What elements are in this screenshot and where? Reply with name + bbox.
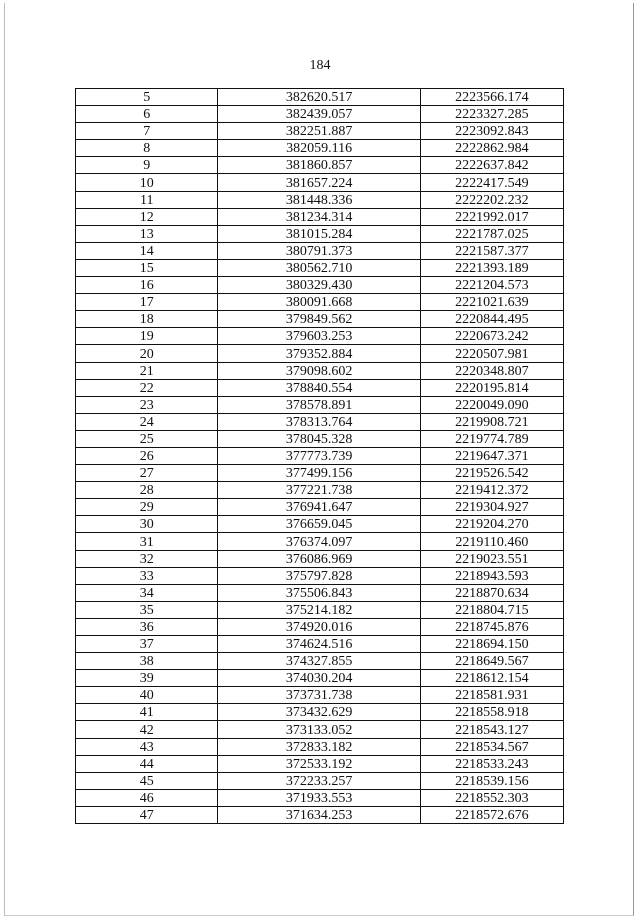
- x-coordinate-cell: 380791.373: [218, 242, 420, 259]
- x-coordinate-cell: 377221.738: [218, 482, 420, 499]
- y-coordinate-cell: 2222202.232: [420, 191, 563, 208]
- point-number-cell: 23: [76, 396, 218, 413]
- table-row: [76, 106, 564, 123]
- table-row: [76, 755, 564, 772]
- x-coordinate-cell: 373133.052: [218, 721, 420, 738]
- coordinates-table-body: [76, 89, 564, 824]
- table-row: [76, 328, 564, 345]
- x-coordinate-cell: 380562.710: [218, 259, 420, 276]
- y-coordinate-cell: 2223092.843: [420, 123, 563, 140]
- y-coordinate-cell: 2221587.377: [420, 242, 563, 259]
- table-row: [76, 670, 564, 687]
- y-coordinate-cell: 2218649.567: [420, 653, 563, 670]
- y-coordinate-cell: 2219908.721: [420, 413, 563, 430]
- y-coordinate-cell: 2219023.551: [420, 550, 563, 567]
- y-coordinate-cell: 2218558.918: [420, 704, 563, 721]
- y-coordinate-cell: 2219204.270: [420, 516, 563, 533]
- point-number-cell: 7: [76, 123, 218, 140]
- point-number-cell: 37: [76, 636, 218, 653]
- x-coordinate-cell: 375797.828: [218, 567, 420, 584]
- table-row: [76, 465, 564, 482]
- x-coordinate-cell: 371933.553: [218, 789, 420, 806]
- table-row: [76, 482, 564, 499]
- x-coordinate-cell: 374327.855: [218, 653, 420, 670]
- point-number-cell: 30: [76, 516, 218, 533]
- x-coordinate-cell: 381234.314: [218, 208, 420, 225]
- table-row: [76, 447, 564, 464]
- table-row: [76, 174, 564, 191]
- y-coordinate-cell: 2218943.593: [420, 567, 563, 584]
- y-coordinate-cell: 2218804.715: [420, 601, 563, 618]
- y-coordinate-cell: 2220195.814: [420, 379, 563, 396]
- y-coordinate-cell: 2218539.156: [420, 772, 563, 789]
- point-number-cell: 12: [76, 208, 218, 225]
- table-row: [76, 208, 564, 225]
- y-coordinate-cell: 2219110.460: [420, 533, 563, 550]
- table-row: [76, 567, 564, 584]
- x-coordinate-cell: 378578.891: [218, 396, 420, 413]
- x-coordinate-cell: 377499.156: [218, 465, 420, 482]
- x-coordinate-cell: 377773.739: [218, 447, 420, 464]
- point-number-cell: 9: [76, 157, 218, 174]
- y-coordinate-cell: 2218534.567: [420, 738, 563, 755]
- point-number-cell: 34: [76, 584, 218, 601]
- y-coordinate-cell: 2219774.789: [420, 430, 563, 447]
- point-number-cell: 43: [76, 738, 218, 755]
- table-row: [76, 499, 564, 516]
- y-coordinate-cell: 2221787.025: [420, 225, 563, 242]
- point-number-cell: 24: [76, 413, 218, 430]
- point-number-cell: 27: [76, 465, 218, 482]
- x-coordinate-cell: 378840.554: [218, 379, 420, 396]
- y-coordinate-cell: 2218572.676: [420, 806, 563, 823]
- x-coordinate-cell: 371634.253: [218, 806, 420, 823]
- point-number-cell: 29: [76, 499, 218, 516]
- table-row: [76, 738, 564, 755]
- table-row: [76, 345, 564, 362]
- point-number-cell: 20: [76, 345, 218, 362]
- y-coordinate-cell: 2220507.981: [420, 345, 563, 362]
- table-row: [76, 430, 564, 447]
- point-number-cell: 19: [76, 328, 218, 345]
- table-row: [76, 721, 564, 738]
- point-number-cell: 36: [76, 618, 218, 635]
- point-number-cell: 38: [76, 653, 218, 670]
- x-coordinate-cell: 374030.204: [218, 670, 420, 687]
- point-number-cell: 33: [76, 567, 218, 584]
- table-row: [76, 601, 564, 618]
- y-coordinate-cell: 2222862.984: [420, 140, 563, 157]
- y-coordinate-cell: 2219526.542: [420, 465, 563, 482]
- x-coordinate-cell: 372233.257: [218, 772, 420, 789]
- y-coordinate-cell: 2218870.634: [420, 584, 563, 601]
- table-row: [76, 636, 564, 653]
- x-coordinate-cell: 373432.629: [218, 704, 420, 721]
- point-number-cell: 18: [76, 311, 218, 328]
- point-number-cell: 45: [76, 772, 218, 789]
- y-coordinate-cell: 2221393.189: [420, 259, 563, 276]
- table-row: [76, 294, 564, 311]
- table-row: [76, 550, 564, 567]
- table-row: [76, 533, 564, 550]
- coordinates-table: [75, 88, 564, 824]
- table-row: [76, 584, 564, 601]
- table-row: [76, 806, 564, 823]
- x-coordinate-cell: 372833.182: [218, 738, 420, 755]
- y-coordinate-cell: 2220673.242: [420, 328, 563, 345]
- x-coordinate-cell: 379849.562: [218, 311, 420, 328]
- point-number-cell: 25: [76, 430, 218, 447]
- y-coordinate-cell: 2221021.639: [420, 294, 563, 311]
- table-row: [76, 89, 564, 106]
- table-row: [76, 379, 564, 396]
- point-number-cell: 14: [76, 242, 218, 259]
- table-row: [76, 259, 564, 276]
- x-coordinate-cell: 381448.336: [218, 191, 420, 208]
- x-coordinate-cell: 380329.430: [218, 277, 420, 294]
- point-number-cell: 5: [76, 89, 218, 106]
- x-coordinate-cell: 376086.969: [218, 550, 420, 567]
- table-row: [76, 618, 564, 635]
- x-coordinate-cell: 376941.647: [218, 499, 420, 516]
- y-coordinate-cell: 2218552.303: [420, 789, 563, 806]
- x-coordinate-cell: 379603.253: [218, 328, 420, 345]
- y-coordinate-cell: 2218694.150: [420, 636, 563, 653]
- table-row: [76, 516, 564, 533]
- x-coordinate-cell: 381860.857: [218, 157, 420, 174]
- y-coordinate-cell: 2219412.372: [420, 482, 563, 499]
- y-coordinate-cell: 2220844.495: [420, 311, 563, 328]
- table-row: [76, 687, 564, 704]
- point-number-cell: 35: [76, 601, 218, 618]
- x-coordinate-cell: 374624.516: [218, 636, 420, 653]
- point-number-cell: 28: [76, 482, 218, 499]
- table-row: [76, 191, 564, 208]
- table-row: [76, 772, 564, 789]
- x-coordinate-cell: 379352.884: [218, 345, 420, 362]
- point-number-cell: 17: [76, 294, 218, 311]
- point-number-cell: 15: [76, 259, 218, 276]
- table-row: [76, 225, 564, 242]
- y-coordinate-cell: 2222637.842: [420, 157, 563, 174]
- y-coordinate-cell: 2222417.549: [420, 174, 563, 191]
- x-coordinate-cell: 382059.116: [218, 140, 420, 157]
- point-number-cell: 31: [76, 533, 218, 550]
- point-number-cell: 42: [76, 721, 218, 738]
- y-coordinate-cell: 2221204.573: [420, 277, 563, 294]
- table-row: [76, 362, 564, 379]
- x-coordinate-cell: 376374.097: [218, 533, 420, 550]
- point-number-cell: 40: [76, 687, 218, 704]
- table-row: [76, 413, 564, 430]
- point-number-cell: 44: [76, 755, 218, 772]
- x-coordinate-cell: 375506.843: [218, 584, 420, 601]
- point-number-cell: 6: [76, 106, 218, 123]
- point-number-cell: 47: [76, 806, 218, 823]
- page-number: 184: [309, 58, 331, 73]
- table-row: [76, 140, 564, 157]
- x-coordinate-cell: 375214.182: [218, 601, 420, 618]
- point-number-cell: 8: [76, 140, 218, 157]
- y-coordinate-cell: 2220049.090: [420, 396, 563, 413]
- x-coordinate-cell: 372533.192: [218, 755, 420, 772]
- point-number-cell: 46: [76, 789, 218, 806]
- y-coordinate-cell: 2218612.154: [420, 670, 563, 687]
- x-coordinate-cell: 378045.328: [218, 430, 420, 447]
- point-number-cell: 16: [76, 277, 218, 294]
- table-row: [76, 789, 564, 806]
- table-row: [76, 277, 564, 294]
- table-row: [76, 704, 564, 721]
- y-coordinate-cell: 2223327.285: [420, 106, 563, 123]
- y-coordinate-cell: 2218745.876: [420, 618, 563, 635]
- point-number-cell: 10: [76, 174, 218, 191]
- table-row: [76, 157, 564, 174]
- x-coordinate-cell: 382251.887: [218, 123, 420, 140]
- x-coordinate-cell: 382439.057: [218, 106, 420, 123]
- x-coordinate-cell: 381657.224: [218, 174, 420, 191]
- y-coordinate-cell: 2218543.127: [420, 721, 563, 738]
- table-row: [76, 123, 564, 140]
- table-row: [76, 242, 564, 259]
- x-coordinate-cell: 378313.764: [218, 413, 420, 430]
- y-coordinate-cell: 2221992.017: [420, 208, 563, 225]
- x-coordinate-cell: 373731.738: [218, 687, 420, 704]
- y-coordinate-cell: 2218533.243: [420, 755, 563, 772]
- x-coordinate-cell: 381015.284: [218, 225, 420, 242]
- point-number-cell: 39: [76, 670, 218, 687]
- y-coordinate-cell: 2219304.927: [420, 499, 563, 516]
- x-coordinate-cell: 380091.668: [218, 294, 420, 311]
- x-coordinate-cell: 382620.517: [218, 89, 420, 106]
- y-coordinate-cell: 2219647.371: [420, 447, 563, 464]
- table-row: [76, 311, 564, 328]
- point-number-cell: 41: [76, 704, 218, 721]
- point-number-cell: 13: [76, 225, 218, 242]
- y-coordinate-cell: 2223566.174: [420, 89, 563, 106]
- y-coordinate-cell: 2220348.807: [420, 362, 563, 379]
- x-coordinate-cell: 374920.016: [218, 618, 420, 635]
- x-coordinate-cell: 376659.045: [218, 516, 420, 533]
- point-number-cell: 11: [76, 191, 218, 208]
- y-coordinate-cell: 2218581.931: [420, 687, 563, 704]
- point-number-cell: 26: [76, 447, 218, 464]
- table-row: [76, 653, 564, 670]
- point-number-cell: 22: [76, 379, 218, 396]
- point-number-cell: 21: [76, 362, 218, 379]
- x-coordinate-cell: 379098.602: [218, 362, 420, 379]
- table-row: [76, 396, 564, 413]
- point-number-cell: 32: [76, 550, 218, 567]
